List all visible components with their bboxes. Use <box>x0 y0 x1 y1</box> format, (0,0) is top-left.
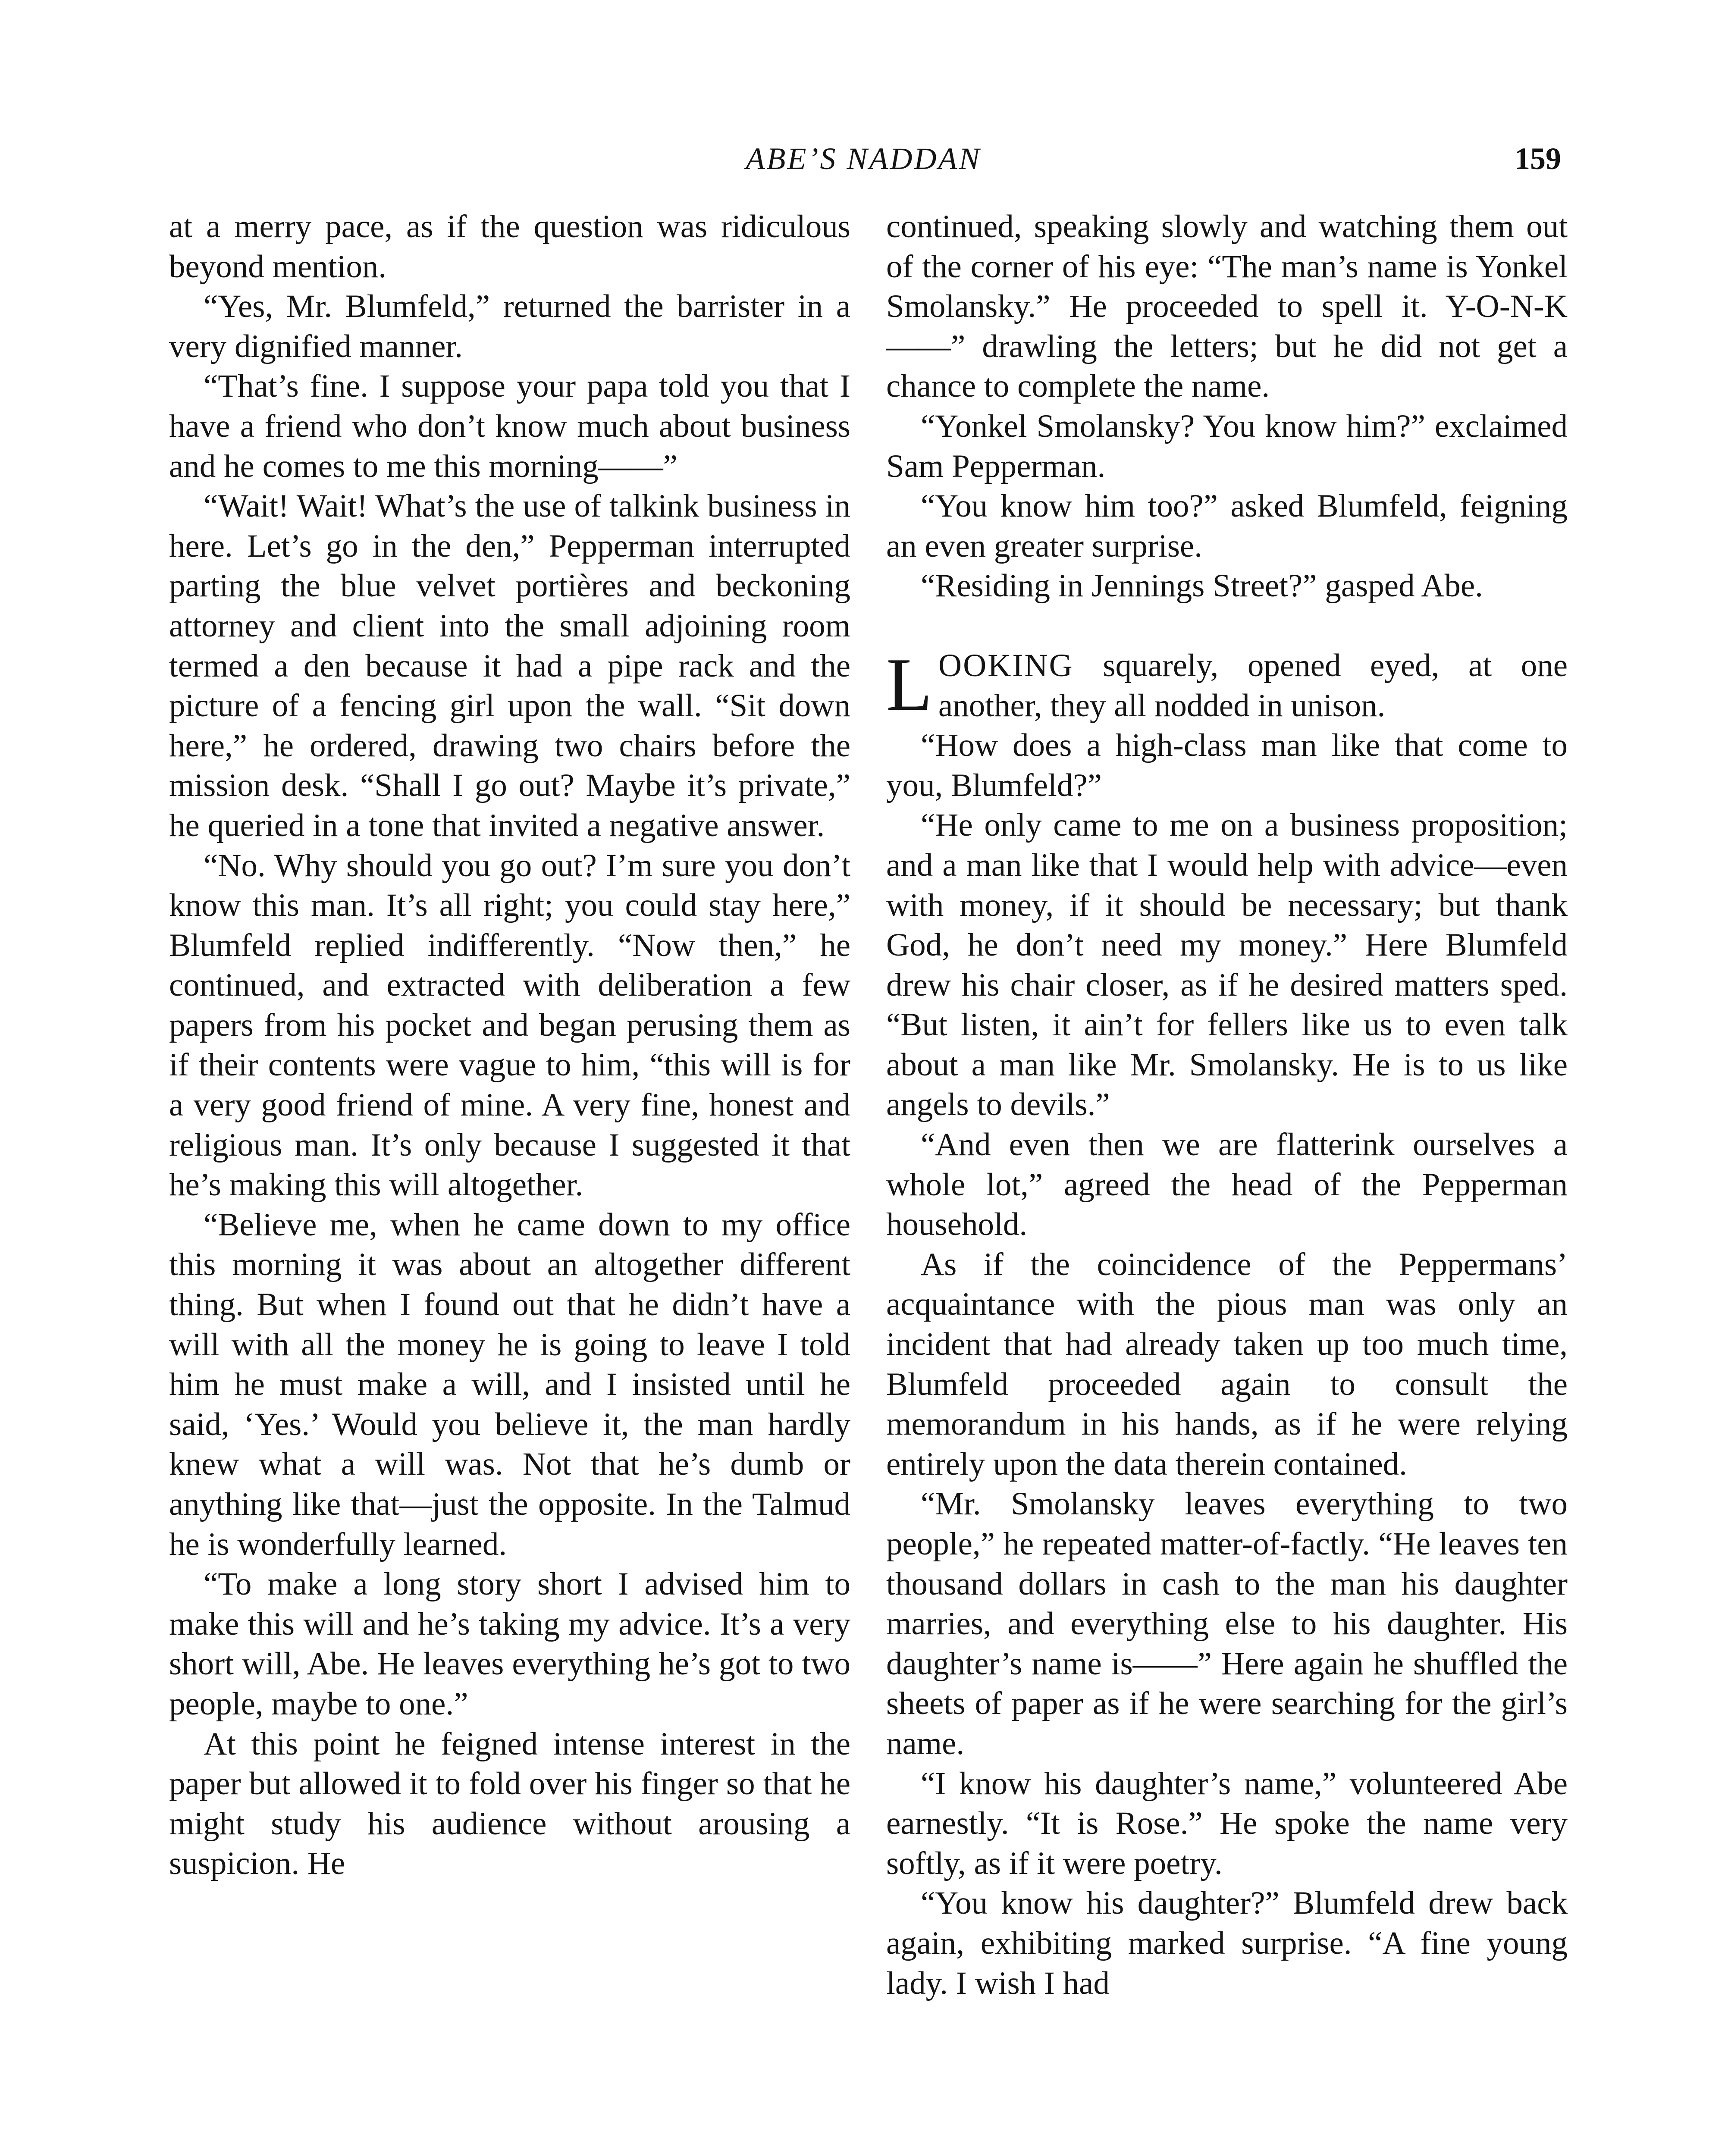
page-number: 159 <box>1515 141 1561 176</box>
small-caps-lead: OOKING <box>938 647 1074 683</box>
right-column <box>886 207 1568 2156</box>
paragraph: “Wait! Wait! What’s the use of talkink business in here. Let’s go in the den,” Pepperman interrupted parting the blue velvet portières and beckoning attorney and client into the small adjoining room termed a den because it had a pipe rack and the picture of a fencing girl upon the wall. “Sit down here,” he ordered, drawing two chairs before the mission desk. “Shall I go out? Maybe it’s private,” he queried in a tone that invited a negative answer. <box>169 488 850 843</box>
running-title: ABE’S NADDAN <box>746 141 982 176</box>
paragraph: At this point he feigned intense interest in the paper but allowed it to fold over his finger so that he might study his audience without arousing a suspicion. He <box>169 1726 850 1882</box>
paragraph: “I know his daughter’s name,” volunteered Abe earnestly. “It is Rose.” He spoke the name very softly, as if it were poetry. <box>886 1765 1568 1881</box>
paragraph: “No. Why should you go out? I’m sure you don’t know this man. It’s all right; you could stay here,” Blumfeld replied indifferently. “Now then,” he continued, and extracted with deliberation a few papers from his pocket and began perusing them as if their contents were vague to him, “this will is for a very good friend of mine. A very fine, honest and religious man. It’s only because I suggested it that he’s making this will altogether. <box>169 847 850 1203</box>
section-lead-text: squarely, opened eyed, at one another, they all nodded in unison. <box>938 647 1568 724</box>
paragraph: “Believe me, when he came down to my office this morning it was about an altogether different thing. But when I found out that he didn’t have a will with all the money he is going to leave I told him he must make a will, and I insisted until he said, ‘Yes.’ Would you believe it, the man hardly knew what a will was. Not that he’s dumb or anything like that—just the opposite. In the Talmud he is wonderfully learned. <box>169 1206 850 1562</box>
paragraph: “And even then we are flatterink ourselves a whole lot,” agreed the head of the Pepperman household. <box>886 1127 1568 1243</box>
paragraph: “Yes, Mr. Blumfeld,” returned the barrister in a very dignified manner. <box>169 288 850 364</box>
paragraph: “You know him too?” asked Blumfeld, feigning an even greater surprise. <box>886 488 1568 564</box>
paragraph: “Mr. Smolansky leaves everything to two people,” he repeated matter-of-factly. “He leaves ten thousand dollars in cash to the man his daughter marries, and everything else to his daughter. His daughter’s name is——” Here again he shuffled the sheets of paper as if he were searching for the girl’s name. <box>886 1486 1568 1761</box>
paragraph: “You know his daughter?” Blumfeld drew back again, exhibiting marked surprise. “A fine young lady. I wish I had <box>886 1885 1568 2001</box>
paragraph: “Yonkel Smolansky? You know him?” exclaimed Sam Pepperman. <box>886 408 1568 484</box>
page-header <box>166 137 1561 185</box>
paragraph: “How does a high-class man like that come to you, Blumfeld?” <box>886 727 1568 803</box>
paragraph: at a merry pace, as if the question was ridiculous beyond mention. <box>169 209 850 285</box>
paragraph: “To make a long story short I advised him to make this will and he’s taking my advice. It’s a very short will, Abe. He leaves everything he’s got to two people, maybe to one.” <box>169 1566 850 1722</box>
left-column <box>169 207 850 2156</box>
paragraph: As if the coincidence of the Peppermans’ acquaintance with the pious man was only an incident that had already taken up too much time, Blumfeld proceeded again to consult the memorandum in his hands, as if he were relying entirely upon the data therein contained. <box>886 1246 1568 1482</box>
paragraph: “He only came to me on a business proposition; and a man like that I would help with advice—even with money, if it should be necessary; but thank God, he don’t need my money.” Here Blumfeld drew his chair closer, as if he desired matters sped. “But listen, it ain’t for fellers like us to even talk about a man like Mr. Smolansky. He is to us like angels to devils.” <box>886 807 1568 1123</box>
paragraph: continued, speaking slowly and watching them out of the corner of his eye: “The man’s name is Yonkel Smolansky.” He proceeded to spell it. Y-O-N-K——” drawling the letters; but he did not get a chance to complete the name. <box>886 209 1568 404</box>
drop-cap: L <box>886 642 932 726</box>
paragraph: “That’s fine. I suppose your papa told you that I have a friend who don’t know much about business and he comes to me this morning——” <box>169 368 850 484</box>
paragraph: “Residing in Jennings Street?” gasped Abe. <box>921 568 1483 604</box>
section-opening-paragraph <box>886 642 1568 726</box>
